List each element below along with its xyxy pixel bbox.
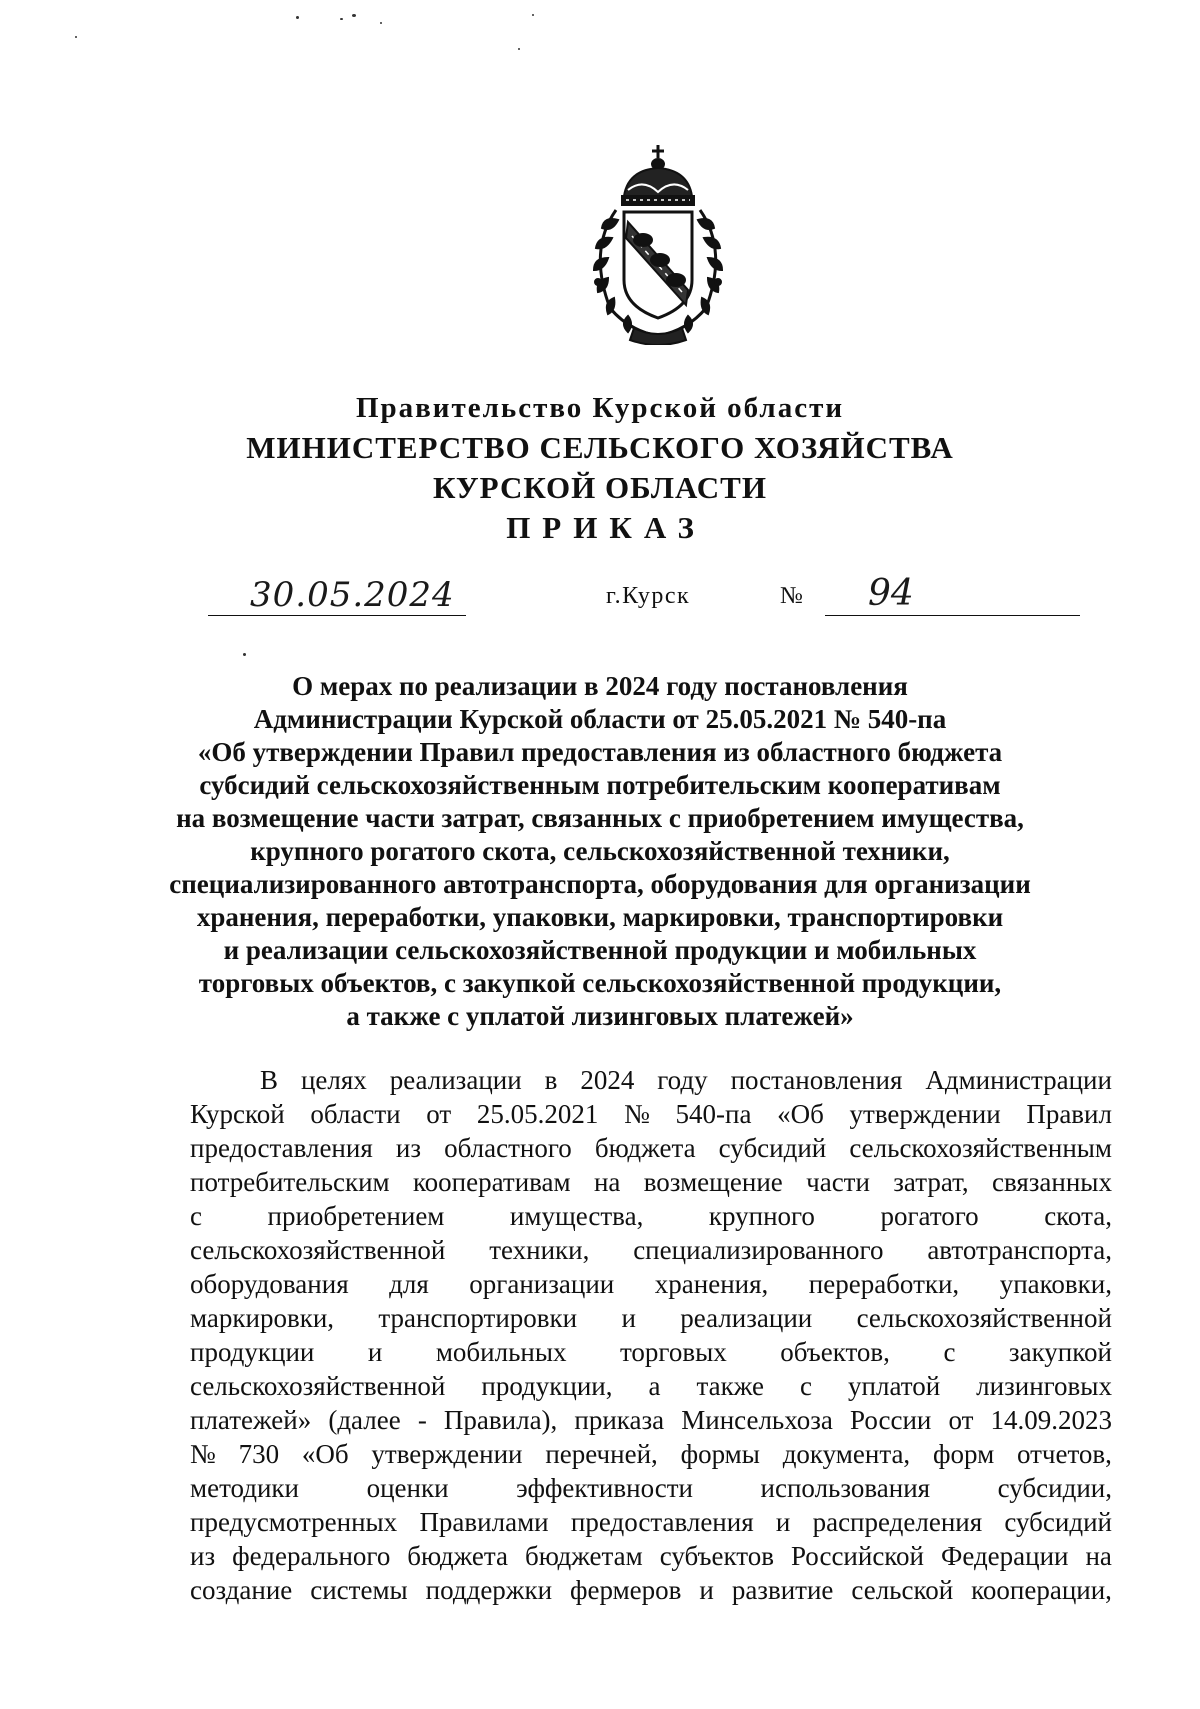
body-word: возмещение — [643, 1167, 783, 1197]
body-word: «Об — [301, 1439, 349, 1469]
body-line — [190, 1199, 1112, 1233]
body-word: и — [699, 1575, 714, 1605]
document-number: 94 — [868, 573, 914, 614]
body-word: области — [310, 1099, 401, 1129]
body-line — [190, 1233, 1112, 1267]
document-type: ПРИКАЗ — [506, 510, 706, 545]
body-word: «Об — [777, 1099, 824, 1129]
body-word: формы — [680, 1439, 760, 1469]
body-word: имущества, — [509, 1201, 644, 1231]
body-word: платежей» — [190, 1405, 312, 1435]
body-word: бюджетам — [524, 1541, 643, 1571]
title-line: субсидий сельскохозяйственным потребительским кооперативам — [199, 770, 1001, 800]
body-line — [190, 1131, 1112, 1165]
body-word: сельской — [851, 1575, 954, 1605]
document-header — [0, 388, 1200, 548]
title-line: О мерах по реализации в 2024 году постановления — [292, 671, 908, 701]
body-word: на — [1085, 1541, 1112, 1571]
body-word: потребительским — [190, 1167, 390, 1197]
body-word: (далее — [328, 1405, 401, 1435]
body-word: связанных — [991, 1167, 1112, 1197]
body-word: Правил — [1026, 1099, 1112, 1129]
body-word: субсидий — [1004, 1507, 1112, 1537]
body-word: № — [624, 1099, 650, 1129]
body-word: реализации — [389, 1065, 522, 1095]
body-line — [190, 1335, 1112, 1369]
body-word: эффективности — [516, 1473, 693, 1503]
body-word: а — [648, 1371, 661, 1401]
body-word: поддержки — [425, 1575, 553, 1605]
body-word: развитие — [731, 1575, 834, 1605]
body-word: сельскохозяйственной — [856, 1303, 1112, 1333]
document-city: г.Курск — [606, 583, 691, 609]
document-body — [190, 1063, 1112, 1607]
scan-speck — [380, 22, 382, 24]
body-word: техники, — [489, 1235, 590, 1265]
body-word: от — [426, 1099, 452, 1129]
body-word: кооперативам — [412, 1167, 571, 1197]
body-word: № — [190, 1439, 216, 1469]
title-line: «Об утверждении Правил предоставления из областного бюджета — [197, 737, 1003, 767]
body-word: федерального — [232, 1541, 391, 1571]
title-line: крупного рогатого скота, сельскохозяйственной техники, — [250, 836, 950, 866]
body-word: от — [948, 1405, 974, 1435]
body-word: фермеров — [570, 1575, 682, 1605]
body-word: продукции, — [481, 1371, 613, 1401]
body-line — [190, 1063, 1112, 1097]
body-word: оборудования — [190, 1269, 349, 1299]
body-word: субсидий — [718, 1133, 827, 1163]
body-word: приобретением — [267, 1201, 445, 1231]
body-word: утверждении — [849, 1099, 1001, 1129]
body-word: целях — [300, 1065, 367, 1095]
body-word: хранения, — [654, 1269, 769, 1299]
document-meta-row — [0, 575, 1200, 625]
body-word: из — [190, 1541, 216, 1571]
date-underline — [208, 615, 466, 616]
title-line: Администрации Курской области от 25.05.2021 № 540-па — [253, 704, 947, 734]
body-word: с — [800, 1371, 813, 1401]
body-word: 730 — [238, 1439, 280, 1469]
body-line — [190, 1403, 1112, 1437]
body-word: 14.09.2023 — [990, 1405, 1112, 1435]
body-word: предоставления — [190, 1133, 373, 1163]
body-word: оценки — [366, 1473, 449, 1503]
body-word: субсидии, — [997, 1473, 1112, 1503]
body-word: также — [696, 1371, 765, 1401]
body-word: сельскохозяйственным — [849, 1133, 1112, 1163]
region-name: КУРСКОЙ ОБЛАСТИ — [433, 470, 767, 505]
body-word: организации — [469, 1269, 615, 1299]
scan-speck — [340, 18, 343, 20]
body-line — [190, 1301, 1112, 1335]
body-word: скота, — [1044, 1201, 1112, 1231]
body-word: 25.05.2021 — [476, 1099, 599, 1129]
title-line: специализированного автотранспорта, оборудования для организации — [169, 869, 1031, 899]
government-name: Правительство Курской области — [355, 392, 845, 424]
body-word: торговых — [619, 1337, 727, 1367]
body-word: и — [775, 1507, 791, 1537]
body-word: бюджета — [407, 1541, 508, 1571]
body-word: в — [544, 1065, 558, 1095]
body-word: сельскохозяйственной — [190, 1371, 446, 1401]
body-word: и — [367, 1337, 383, 1367]
title-line: и реализации сельскохозяйственной продукции и мобильных — [223, 935, 977, 965]
body-word: Курской — [190, 1099, 285, 1129]
body-word: Минсельхоза — [681, 1405, 833, 1435]
body-word: системы — [310, 1575, 408, 1605]
title-line: а также с уплатой лизинговых платежей» — [346, 1001, 854, 1031]
body-word: создание — [190, 1575, 293, 1605]
scan-speck — [352, 14, 356, 17]
coat-of-arms-icon — [558, 140, 758, 345]
body-word: форм — [932, 1439, 995, 1469]
body-word: транспортировки — [378, 1303, 578, 1333]
body-line — [190, 1471, 1112, 1505]
number-underline — [825, 615, 1080, 616]
document-date: 30.05.2024 — [250, 575, 455, 615]
body-word: затрат, — [893, 1167, 969, 1197]
body-word: В — [260, 1065, 279, 1095]
body-word: 540-па — [675, 1099, 752, 1129]
body-word: распределения — [812, 1507, 983, 1537]
body-word: реализации — [680, 1303, 813, 1333]
body-word: продукции — [190, 1337, 315, 1367]
body-word: утверждении — [371, 1439, 523, 1469]
scan-speck — [243, 653, 246, 656]
body-word: и — [621, 1303, 636, 1333]
body-word: на — [593, 1167, 621, 1197]
body-word: маркировки, — [190, 1303, 335, 1333]
body-word: субъектов — [659, 1541, 774, 1571]
body-line — [190, 1165, 1112, 1199]
body-line — [190, 1267, 1112, 1301]
body-word: областного — [444, 1133, 572, 1163]
title-line: на возмещение части затрат, связанных с приобретением имущества, — [176, 803, 1024, 833]
body-word: документа, — [782, 1439, 911, 1469]
body-word: Правилами — [419, 1507, 549, 1537]
body-word: постановления — [730, 1065, 903, 1095]
scan-speck — [532, 14, 534, 16]
body-word: использования — [760, 1473, 931, 1503]
title-line: торговых объектов, с закупкой сельскохозяйственной продукции, — [198, 968, 1002, 998]
body-word: перечней, — [545, 1439, 658, 1469]
body-word: автотранспорта, — [927, 1235, 1112, 1265]
scan-speck — [296, 16, 299, 19]
body-word: бюджета — [594, 1133, 696, 1163]
body-word: из — [395, 1133, 421, 1163]
body-word: предусмотренных — [190, 1507, 398, 1537]
body-word: 2024 — [580, 1065, 635, 1095]
number-label: № — [780, 583, 803, 609]
body-line — [190, 1573, 1112, 1607]
body-word: объектов, — [780, 1337, 890, 1367]
body-line — [190, 1539, 1112, 1573]
body-word: крупного — [708, 1201, 815, 1231]
body-word: приказа — [574, 1405, 665, 1435]
body-word: для — [389, 1269, 429, 1299]
body-word: - — [417, 1405, 427, 1435]
body-word: специализированного — [633, 1235, 884, 1265]
body-word: с — [943, 1337, 956, 1367]
body-word: Правила), — [443, 1405, 558, 1435]
body-word: части — [806, 1167, 870, 1197]
body-word: методики — [190, 1473, 299, 1503]
body-word: кооперации, — [971, 1575, 1112, 1605]
body-word: отчетов, — [1016, 1439, 1112, 1469]
body-word: упаковки, — [999, 1269, 1112, 1299]
document-title — [120, 670, 1080, 1033]
body-line — [190, 1437, 1112, 1471]
body-word: Администрации — [925, 1065, 1112, 1095]
body-word: Федерации — [940, 1541, 1069, 1571]
scan-speck — [75, 36, 77, 38]
body-word: закупкой — [1008, 1337, 1112, 1367]
scan-speck — [518, 48, 520, 50]
body-word: рогатого — [880, 1201, 979, 1231]
body-line — [190, 1097, 1112, 1131]
body-word: Российской — [790, 1541, 924, 1571]
body-word: году — [657, 1065, 708, 1095]
body-line — [190, 1369, 1112, 1403]
body-word: с — [190, 1201, 202, 1231]
body-word: лизинговых — [976, 1371, 1112, 1401]
body-word: уплатой — [848, 1371, 941, 1401]
ministry-name: МИНИСТЕРСТВО СЕЛЬСКОГО ХОЗЯЙСТВА — [246, 430, 954, 465]
body-word: мобильных — [435, 1337, 567, 1367]
body-word: сельскохозяйственной — [190, 1235, 446, 1265]
title-line: хранения, переработки, упаковки, маркировки, транспортировки — [196, 902, 1004, 932]
body-word: России — [849, 1405, 932, 1435]
body-line — [190, 1505, 1112, 1539]
body-word: предоставления — [570, 1507, 754, 1537]
body-word: переработки, — [808, 1269, 960, 1299]
